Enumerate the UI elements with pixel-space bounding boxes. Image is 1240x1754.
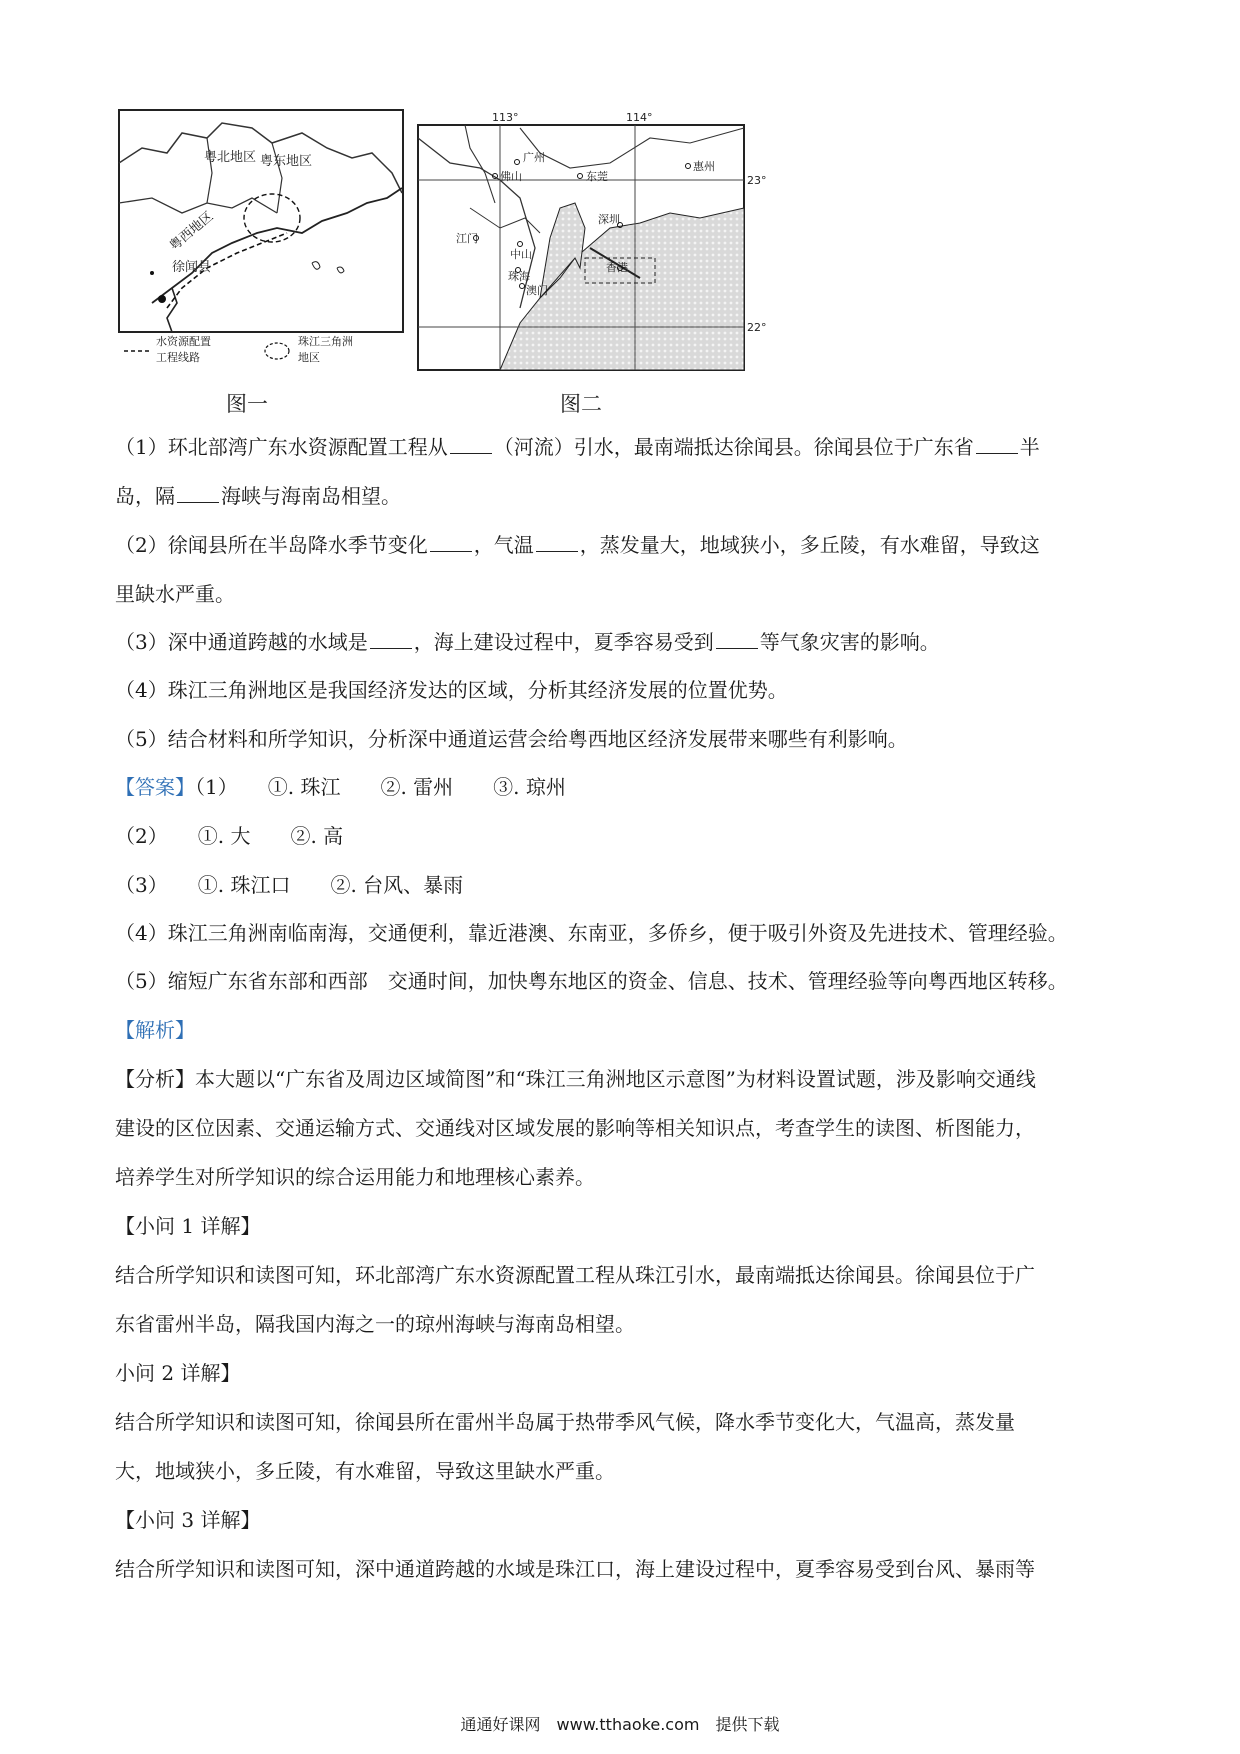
answer-3: （3） ①. 珠江口 ②. 台风、暴雨 [115,873,464,897]
city-foshan [493,169,523,183]
question-5: （5）结合材料和所学知识，分析深中通道运营会给粤西地区经济发展带来哪些有利影响。 [115,727,908,751]
map-figure-1 [112,103,410,375]
city-jiangmen [456,231,479,245]
svg-text:深圳: 深圳 [598,213,620,226]
q1-detail-line-1: 结合所学知识和读图可知，环北部湾广东水资源配置工程从珠江引水，最南端抵达徐闻县。徐闻县位于广 [115,1263,1035,1287]
svg-text:香港: 香港 [606,261,628,274]
label-xuwen: 徐闻县 [172,260,212,275]
blank [976,435,1018,454]
svg-text:中山: 中山 [510,248,532,261]
legend-2-line1: 珠江三角洲 [298,335,353,348]
q1-detail-title: 【小问 1 详解】 [115,1214,261,1238]
blank [177,484,219,503]
legend-2-line2: 地区 [298,351,320,364]
label-yuebei: 粤北地区 [204,150,257,165]
label-yuedong: 粤东地区 [260,154,313,169]
legend-dashed-circle-icon [265,343,289,359]
question-2-line-1: （2）徐闻县所在半岛降水季节变化 ，气温 ，蒸发量大，地域狭小，多丘陵，有水难留，导致这 [115,533,1040,557]
lon-113: 113° [492,111,519,124]
lat-23: 23° [747,174,767,187]
answer-5: （5）缩短广东省东部和西部 交通时间，加快粤东地区的资金、信息、技术、管理经验等向粤西地区转移。 [115,969,1068,993]
lat-22: 22° [747,321,767,334]
blank [716,630,758,649]
svg-text:江门: 江门 [456,232,478,245]
svg-text:珠海: 珠海 [508,270,530,283]
analysis-line-1: 【分析】本大题以“广东省及周边区域简图”和“珠江三角洲地区示意图”为材料设置试题，涉及影响交通线 [115,1067,1036,1091]
analysis-line-2: 建设的区位因素、交通运输方式、交通线对区域发展的影响等相关知识点，考查学生的读图、析图能力， [115,1116,1035,1140]
question-2-line-2: 里缺水严重。 [115,582,235,606]
city-zhuhai [508,268,530,284]
blank [536,533,578,552]
question-4: （4）珠江三角洲地区是我国经济发达的区域，分析其经济发展的位置优势。 [115,678,788,702]
question-1-line-1: （1）环北部湾广东水资源配置工程从 （河流）引水，最南端抵达徐闻县。徐闻县位于广东省 半 [115,435,1040,459]
svg-text:澳门: 澳门 [526,284,548,297]
map-figure-2 [410,108,767,380]
question-3: （3）深中通道跨越的水域是 ，海上建设过程中，夏季容易受到 等气象灾害的影响。 [115,630,940,654]
answer-2: （2） ①. 大 ②. 高 [115,824,344,848]
xuwen-dot [158,295,166,303]
legend-1-line1: 水资源配置 [156,335,211,348]
city-dongguan [578,169,609,183]
q2-detail-line-2: 大，地域狭小，多丘陵，有水难留，导致这里缺水严重。 [115,1459,615,1483]
blank [430,533,472,552]
q2-detail-line-1: 结合所学知识和读图可知，徐闻县所在雷州半岛属于热带季风气候，降水季节变化大，气温高，蒸发量 [115,1410,1015,1434]
legend-1-line2: 工程线路 [156,351,200,364]
city-huizhou [686,159,716,173]
question-1-line-2: 岛，隔 海峡与海南岛相望。 [115,484,401,508]
city-guangzhou [515,150,546,165]
svg-text:佛山: 佛山 [500,170,522,183]
analysis-tag: 【解析】 [115,1018,195,1042]
figure-1-caption: 图一 [226,392,268,416]
blank [450,435,492,454]
q1-detail-line-2: 东省雷州半岛，隔我国内海之一的琼州海峡与海南岛相望。 [115,1312,635,1336]
q3-detail-title: 【小问 3 详解】 [115,1508,261,1532]
analysis-line-3: 培养学生对所学知识的综合运用能力和地理核心素养。 [115,1165,595,1189]
city-hongkong [606,260,628,274]
lon-114: 114° [626,111,653,124]
label-yuexi: 粤西地区 [166,209,217,255]
svg-text:广州: 广州 [523,151,545,164]
figure-2-caption: 图二 [560,392,602,416]
answer-1: 【答案】（1） ①. 珠江 ②. 雷州 ③. 琼州 [115,775,566,799]
city-zhongshan [510,242,532,262]
city-shenzhen [598,212,623,228]
answer-4: （4）珠江三角洲南临南海，交通便利，靠近港澳、东南亚，多侨乡，便于吸引外资及先进技术、管理经验。 [115,921,1068,945]
blank [370,630,412,649]
page-footer: 通通好课网 www.tthaoke.com 提供下载 [460,1715,780,1734]
answer-tag: 【答案】 [115,775,195,799]
q2-detail-title: 小问 2 详解】 [115,1361,241,1385]
q3-detail-line-1: 结合所学知识和读图可知，深中通道跨越的水域是珠江口，海上建设过程中，夏季容易受到台风、暴雨等 [115,1557,1035,1581]
svg-text:东莞: 东莞 [586,170,608,183]
svg-text:惠州: 惠州 [693,160,715,173]
